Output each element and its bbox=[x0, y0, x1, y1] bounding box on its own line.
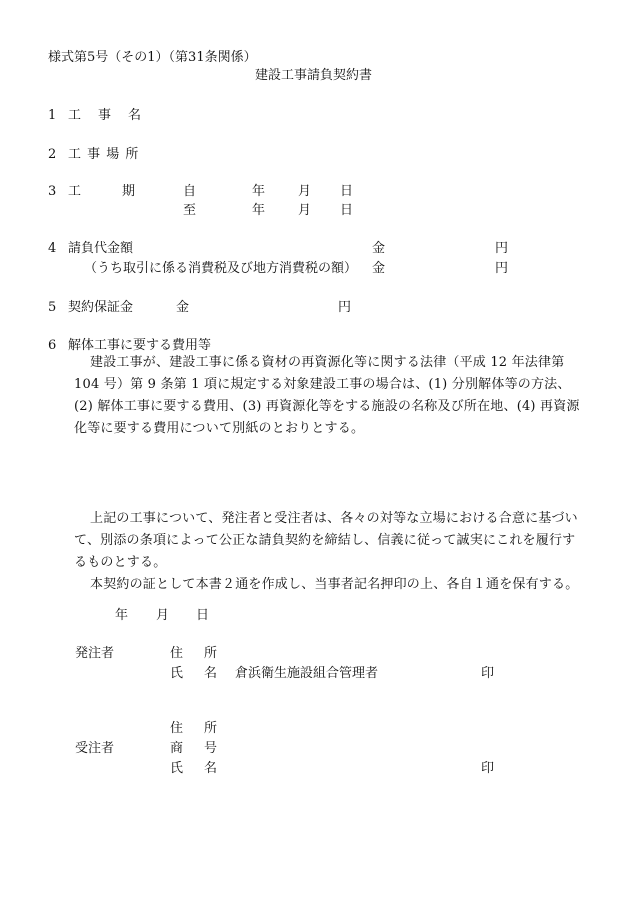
item-1-number: 1 bbox=[48, 108, 57, 123]
tax-amount-kin: 金 bbox=[372, 261, 386, 276]
contractor-company-label: 商 号 bbox=[170, 741, 222, 756]
orderer-name-label: 氏 名 bbox=[170, 666, 222, 681]
period-from-day: 日 bbox=[340, 184, 354, 199]
contractor-seal: 印 bbox=[481, 761, 495, 776]
item-6-label: 解体工事に要する費用等 bbox=[68, 338, 212, 353]
tax-amount-yen: 円 bbox=[495, 261, 509, 276]
guarantee-yen: 円 bbox=[338, 300, 352, 315]
contractor-address-label: 住 所 bbox=[170, 721, 222, 736]
item-3-label-b: 期 bbox=[122, 184, 136, 199]
date-year: 年 bbox=[115, 608, 129, 623]
period-to-day: 日 bbox=[340, 203, 354, 218]
period-to-year: 年 bbox=[252, 203, 266, 218]
orderer-role: 発注者 bbox=[75, 646, 115, 661]
item-3-number: 3 bbox=[48, 184, 57, 199]
contract-amount-yen: 円 bbox=[495, 241, 509, 256]
date-day: 日 bbox=[196, 608, 210, 623]
orderer-seal: 印 bbox=[481, 666, 495, 681]
orderer-name-value: 倉浜衛生施設組合管理者 bbox=[235, 666, 379, 681]
item-2-label: 工 事 場 所 bbox=[68, 147, 140, 162]
item-1-label: 工 事 名 bbox=[68, 108, 144, 123]
agreement-body bbox=[74, 508, 586, 596]
contractor-name-label: 氏 名 bbox=[170, 761, 222, 776]
copies-paragraph: 本契約の証として本書２通を作成し、当事者記名押印の上、各自１通を保有する。 bbox=[90, 577, 579, 592]
contractor-role: 受注者 bbox=[75, 741, 115, 756]
item-3-label-a: 工 bbox=[68, 184, 82, 199]
form-number: 様式第5号（その1）（第31条関係） bbox=[48, 50, 257, 65]
item-5-label: 契約保証金 bbox=[68, 300, 134, 315]
document-title: 建設工事請負契約書 bbox=[255, 68, 373, 83]
period-from-year: 年 bbox=[252, 184, 266, 199]
guarantee-kin: 金 bbox=[176, 300, 190, 315]
period-to: 至 bbox=[183, 203, 197, 218]
date-month: 月 bbox=[156, 608, 170, 623]
item-6-number: 6 bbox=[48, 338, 57, 353]
demolition-cost-text: 建設工事が、建設工事に係る資材の再資源化等に関する法律（平成 12 年法律第 104 号）第 9 条第 1 項に規定する対象建設工事の場合は、(1) 分別解体等の方法、(2) 解体工事に要する費用、(3) 再資源化等をする施設の名称及び所在地、(4) 再資源化等に要する費用について別紙のとおりとする。 bbox=[74, 355, 580, 436]
item-2-number: 2 bbox=[48, 147, 57, 162]
item-4-number: 4 bbox=[48, 241, 57, 256]
contract-amount-kin: 金 bbox=[372, 241, 386, 256]
item-5-number: 5 bbox=[48, 300, 57, 315]
tax-amount-label: （うち取引に係る消費税及び地方消費税の額） bbox=[84, 261, 358, 276]
item-4-label: 請負代金額 bbox=[68, 241, 134, 256]
agreement-paragraph: 上記の工事について、発注者と受注者は、各々の対等な立場における合意に基づいて、別添の条項によって公正な請負契約を締結し、信義に従って誠実にこれを履行するものとする。 bbox=[74, 511, 578, 570]
orderer-address-label: 住 所 bbox=[170, 646, 222, 661]
period-from-month: 月 bbox=[298, 184, 312, 199]
period-from: 自 bbox=[183, 184, 197, 199]
period-to-month: 月 bbox=[298, 203, 312, 218]
demolition-cost-paragraph bbox=[74, 352, 586, 440]
